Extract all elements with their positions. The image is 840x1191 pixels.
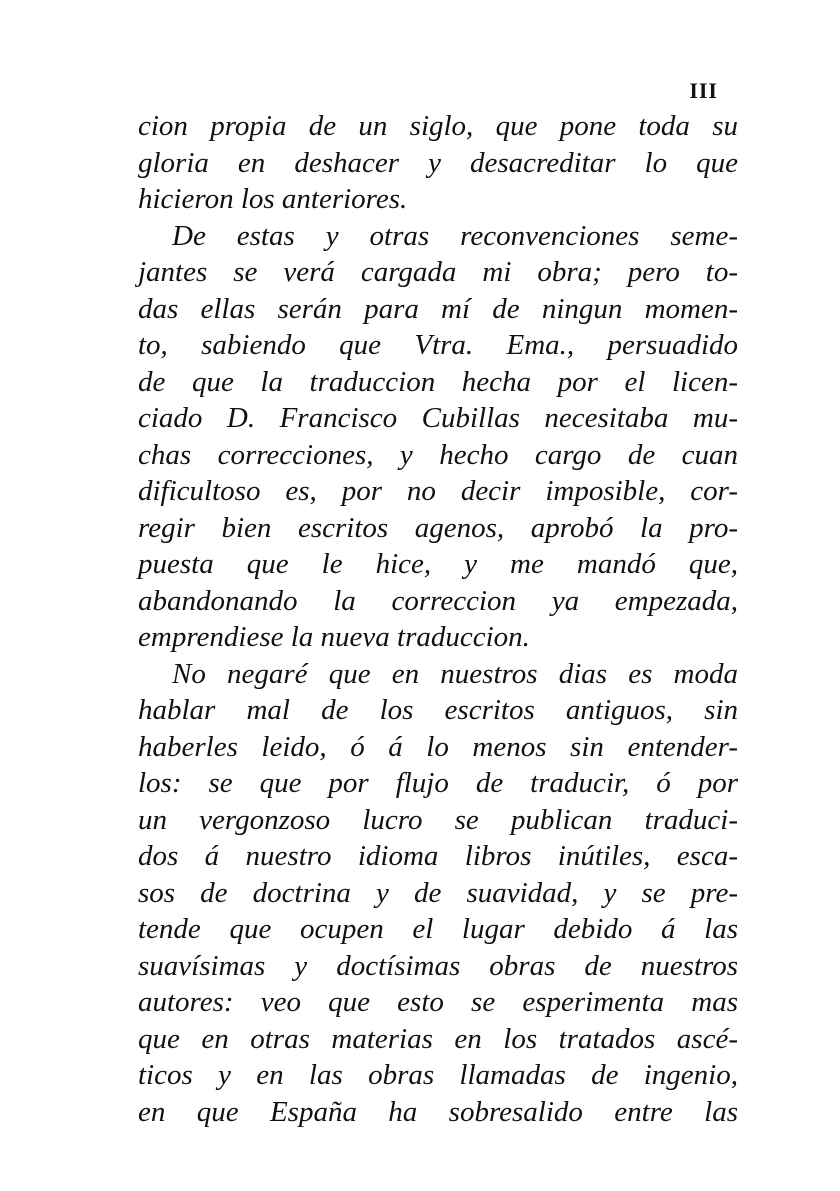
text-line: de que la traduccion hecha por el licen- (138, 365, 738, 398)
text-line: tende que ocupen el lugar debido á las (138, 913, 738, 945)
page-number: III (689, 78, 718, 103)
text-line: dos á nuestro idioma libros inútiles, esca- (138, 840, 738, 872)
text-line: un vergonzoso lucro se publican traduci- (138, 803, 738, 836)
text-line: hablar mal de los escritos antiguos, sin (138, 694, 738, 726)
text-line: sos de doctrina y de suavidad, y se pre- (138, 876, 738, 909)
text-line: regir bien escritos agenos, aprobó la pro- (138, 511, 738, 544)
text-line: gloria en deshacer y desacreditar lo que (138, 146, 738, 179)
text-line: ciado D. Francisco Cubillas necesitaba mu- (138, 402, 738, 434)
body-text (138, 108, 738, 1130)
text-line: que en otras materias en los tratados ascé- (138, 1022, 738, 1055)
text-line: los: se que por flujo de traducir, ó por (138, 767, 738, 799)
text-line: chas correcciones, y hecho cargo de cuan (138, 438, 738, 471)
text-line: emprendiese la nueva traduccion. (138, 621, 530, 653)
text-line: De estas y otras reconvenciones seme- (172, 219, 738, 252)
text-line: autores: veo que esto se esperimenta mas (138, 986, 738, 1018)
text-line: cion propia de un siglo, que pone toda su (138, 110, 738, 142)
text-line: No negaré que en nuestros dias es moda (172, 657, 738, 690)
text-line: das ellas serán para mí de ningun momen- (138, 292, 738, 325)
text-line: en que España ha sobresalido entre las (138, 1095, 738, 1128)
text-line: dificultoso es, por no decir imposible, cor- (138, 475, 738, 507)
text-line: ticos y en las obras llamadas de ingenio, (138, 1059, 738, 1091)
text-line: hicieron los anteriores. (138, 183, 408, 215)
text-line: abandonando la correccion ya empezada, (138, 584, 738, 617)
text-line: haberles leido, ó á lo menos sin entender- (138, 730, 738, 763)
text-line: jantes se verá cargada mi obra; pero to- (138, 256, 738, 288)
text-line: puesta que le hice, y me mandó que, (138, 548, 738, 580)
text-line: suavísimas y doctísimas obras de nuestros (138, 949, 738, 982)
text-line: to, sabiendo que Vtra. Ema., persuadido (138, 329, 738, 361)
